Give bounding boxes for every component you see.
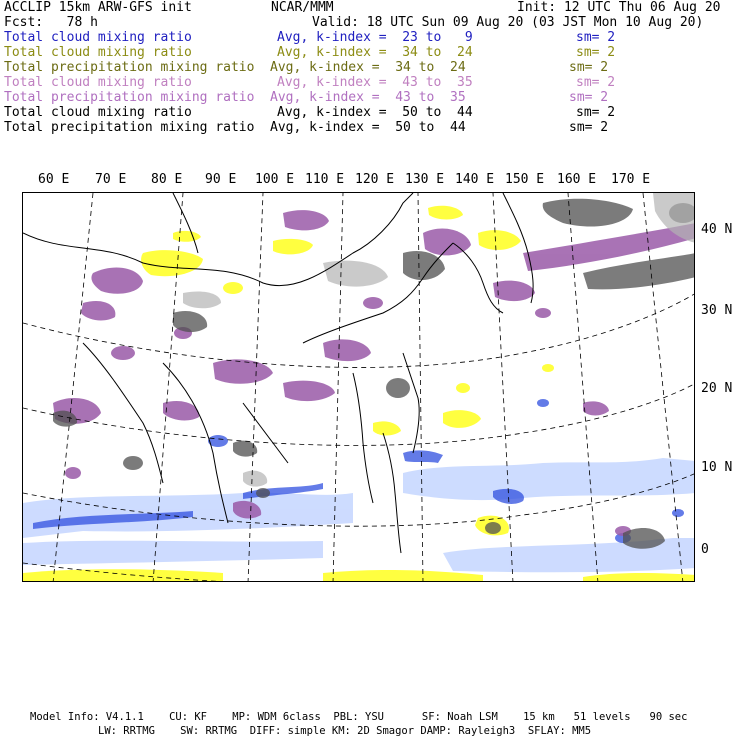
header [0, 0, 740, 150]
field-2-sm: sm= 2 [576, 45, 616, 60]
lat-label-20n: 20 N [701, 381, 733, 396]
lon-label-90e: 90 E [205, 172, 237, 187]
field-7-avg: Avg, k-index = 50 to 44 [270, 120, 466, 135]
field-2-name: Total cloud mixing ratio [4, 45, 192, 60]
lon-label-160e: 160 E [557, 172, 597, 187]
map-canvas [23, 193, 695, 582]
valid-time: Valid: 18 UTC Sun 09 Aug 20 (03 JST Mon 10 Aug 20) [312, 15, 704, 30]
field-3-name: Total precipitation mixing ratio [4, 60, 255, 75]
field-2-avg: Avg, k-index = 34 to 24 [277, 45, 473, 60]
field-6-sm: sm= 2 [576, 105, 616, 120]
field-7-sm: sm= 2 [569, 120, 609, 135]
field-7-name: Total precipitation mixing ratio [4, 120, 255, 135]
lon-label-140e: 140 E [455, 172, 495, 187]
lat-label-0: 0 [701, 542, 709, 557]
lon-label-80e: 80 E [151, 172, 183, 187]
field-1-name: Total cloud mixing ratio [4, 30, 192, 45]
field-4-avg: Avg, k-index = 43 to 35 [277, 75, 473, 90]
init-time: Init: 12 UTC Thu 06 Aug 20 [517, 0, 721, 15]
forecast-map [22, 192, 695, 582]
field-5-name: Total precipitation mixing ratio [4, 90, 255, 105]
field-4-name: Total cloud mixing ratio [4, 75, 192, 90]
model-info-line-1: Model Info: V4.1.1 CU: KF MP: WDM 6class PBL: YSU SF: Noah LSM 15 km 51 levels 90 sec [30, 711, 688, 723]
lon-label-60e: 60 E [38, 172, 70, 187]
field-6-name: Total cloud mixing ratio [4, 105, 192, 120]
field-6-avg: Avg, k-index = 50 to 44 [277, 105, 473, 120]
field-5-sm: sm= 2 [569, 90, 609, 105]
model-info-line-2: LW: RRTMG SW: RRTMG DIFF: simple KM: 2D Smagor DAMP: Rayleigh3 SFLAY: MM5 [98, 725, 592, 737]
title-center: NCAR/MMM [271, 0, 334, 15]
lon-label-100e: 100 E [255, 172, 295, 187]
field-4-sm: sm= 2 [576, 75, 616, 90]
lat-label-40n: 40 N [701, 222, 733, 237]
forecast-hour: Fcst: 78 h [4, 15, 98, 30]
lon-label-120e: 120 E [355, 172, 395, 187]
title-left: ACCLIP 15km ARW-GFS init [4, 0, 192, 15]
field-5-avg: Avg, k-index = 43 to 35 [270, 90, 466, 105]
field-3-sm: sm= 2 [569, 60, 609, 75]
field-3-avg: Avg, k-index = 34 to 24 [270, 60, 466, 75]
lon-label-70e: 70 E [95, 172, 127, 187]
lat-label-30n: 30 N [701, 303, 733, 318]
lon-label-130e: 130 E [405, 172, 445, 187]
field-1-sm: sm= 2 [576, 30, 616, 45]
lon-label-150e: 150 E [505, 172, 545, 187]
lat-label-10n: 10 N [701, 460, 733, 475]
lon-label-110e: 110 E [305, 172, 345, 187]
lon-label-170e: 170 E [611, 172, 651, 187]
field-1-avg: Avg, k-index = 23 to 9 [277, 30, 473, 45]
